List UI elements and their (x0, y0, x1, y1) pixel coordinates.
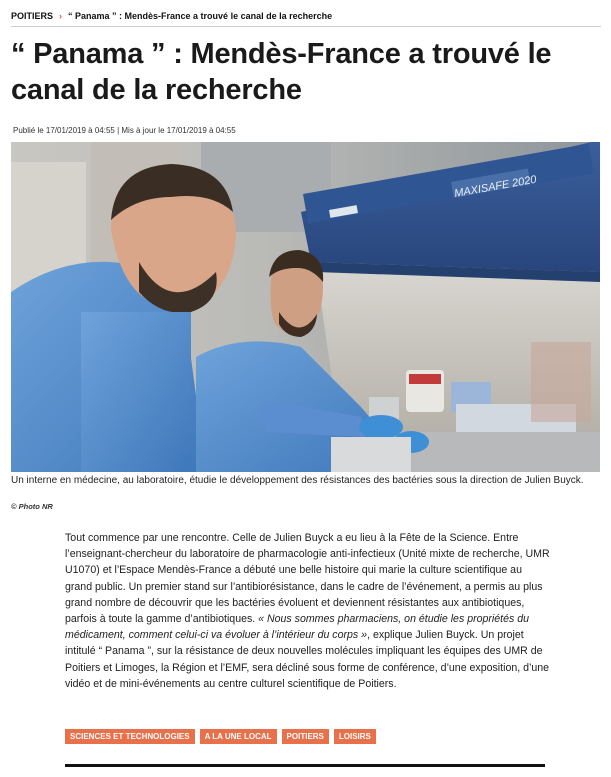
article-title: “ Panama ” : Mendès-France a trouvé le canal de la recherche (11, 38, 552, 106)
tag-a-la-une-local[interactable]: A LA UNE LOCAL (200, 729, 277, 744)
article-meta: Publié le 17/01/2019 à 04:55 | Mis à jour le 17/01/2019 à 04:55 (13, 126, 236, 135)
breadcrumb-divider (11, 26, 601, 27)
breadcrumb-current: “ Panama ” : Mendès-France a trouvé le canal de la recherche (68, 11, 333, 21)
chevron-right-icon: › (59, 11, 63, 21)
article-photo (11, 142, 600, 472)
breadcrumb (11, 11, 601, 25)
photo-credit: © Photo NR (11, 502, 53, 511)
breadcrumb-section-link[interactable]: POITIERS (11, 11, 54, 21)
tag-sciences-et-technologies[interactable]: SCIENCES ET TECHNOLOGIES (65, 729, 195, 744)
svg-text:MAXISAFE 2020: MAXISAFE 2020 (453, 173, 538, 200)
tag-loisirs[interactable]: LOISIRS (334, 729, 376, 744)
article-paragraph: Tout commence par une rencontre. Celle de Julien Buyck a eu lieu à la Fête de la Science. Entre l’enseignant-chercheur du laboratoire de pharmacologie anti-infectieux (Unité mixte de recherche, UMR U1070) et l’Espace Mendès-France a débuté une belle histoire qui marie la culture scientifique au grand public. Un premier stand sur l’antibiorésistance, dans le cadre de l’événement, a permis au plus grand nombre de découvrir que les bactéries évoluent et deviennent résistantes aux antibiotiques, parfois à toute la gamme d’antibiotiques. (65, 532, 550, 626)
section-divider (65, 764, 545, 767)
tag-list (65, 729, 376, 744)
lab-scene-illustration (11, 142, 600, 472)
article-paragraph-continued: , explique Julien Buyck. Un projet intitulé “ Panama ”, sur la résistance de deux nouvelles molécules impliquant les équipes des UMR de Poitiers et Limoges, la Région et l’EMF, sera décliné sous forme de conférence, d’une exposition, d’une vidéo et de mini-événements au centre culturel scientifique de Poitiers. (65, 629, 550, 690)
tag-poitiers[interactable]: POITIERS (282, 729, 329, 744)
article-body (65, 530, 550, 692)
photo-caption: Un interne en médecine, au laboratoire, étudie le développement des résistances des bactéries sous la direction de Julien Buyck. (11, 475, 584, 486)
article-quote: « Nous sommes pharmaciens, on étudie les propriétés du médicament, comment celui-ci va évoluer à l’intérieur du corps » (65, 613, 530, 642)
